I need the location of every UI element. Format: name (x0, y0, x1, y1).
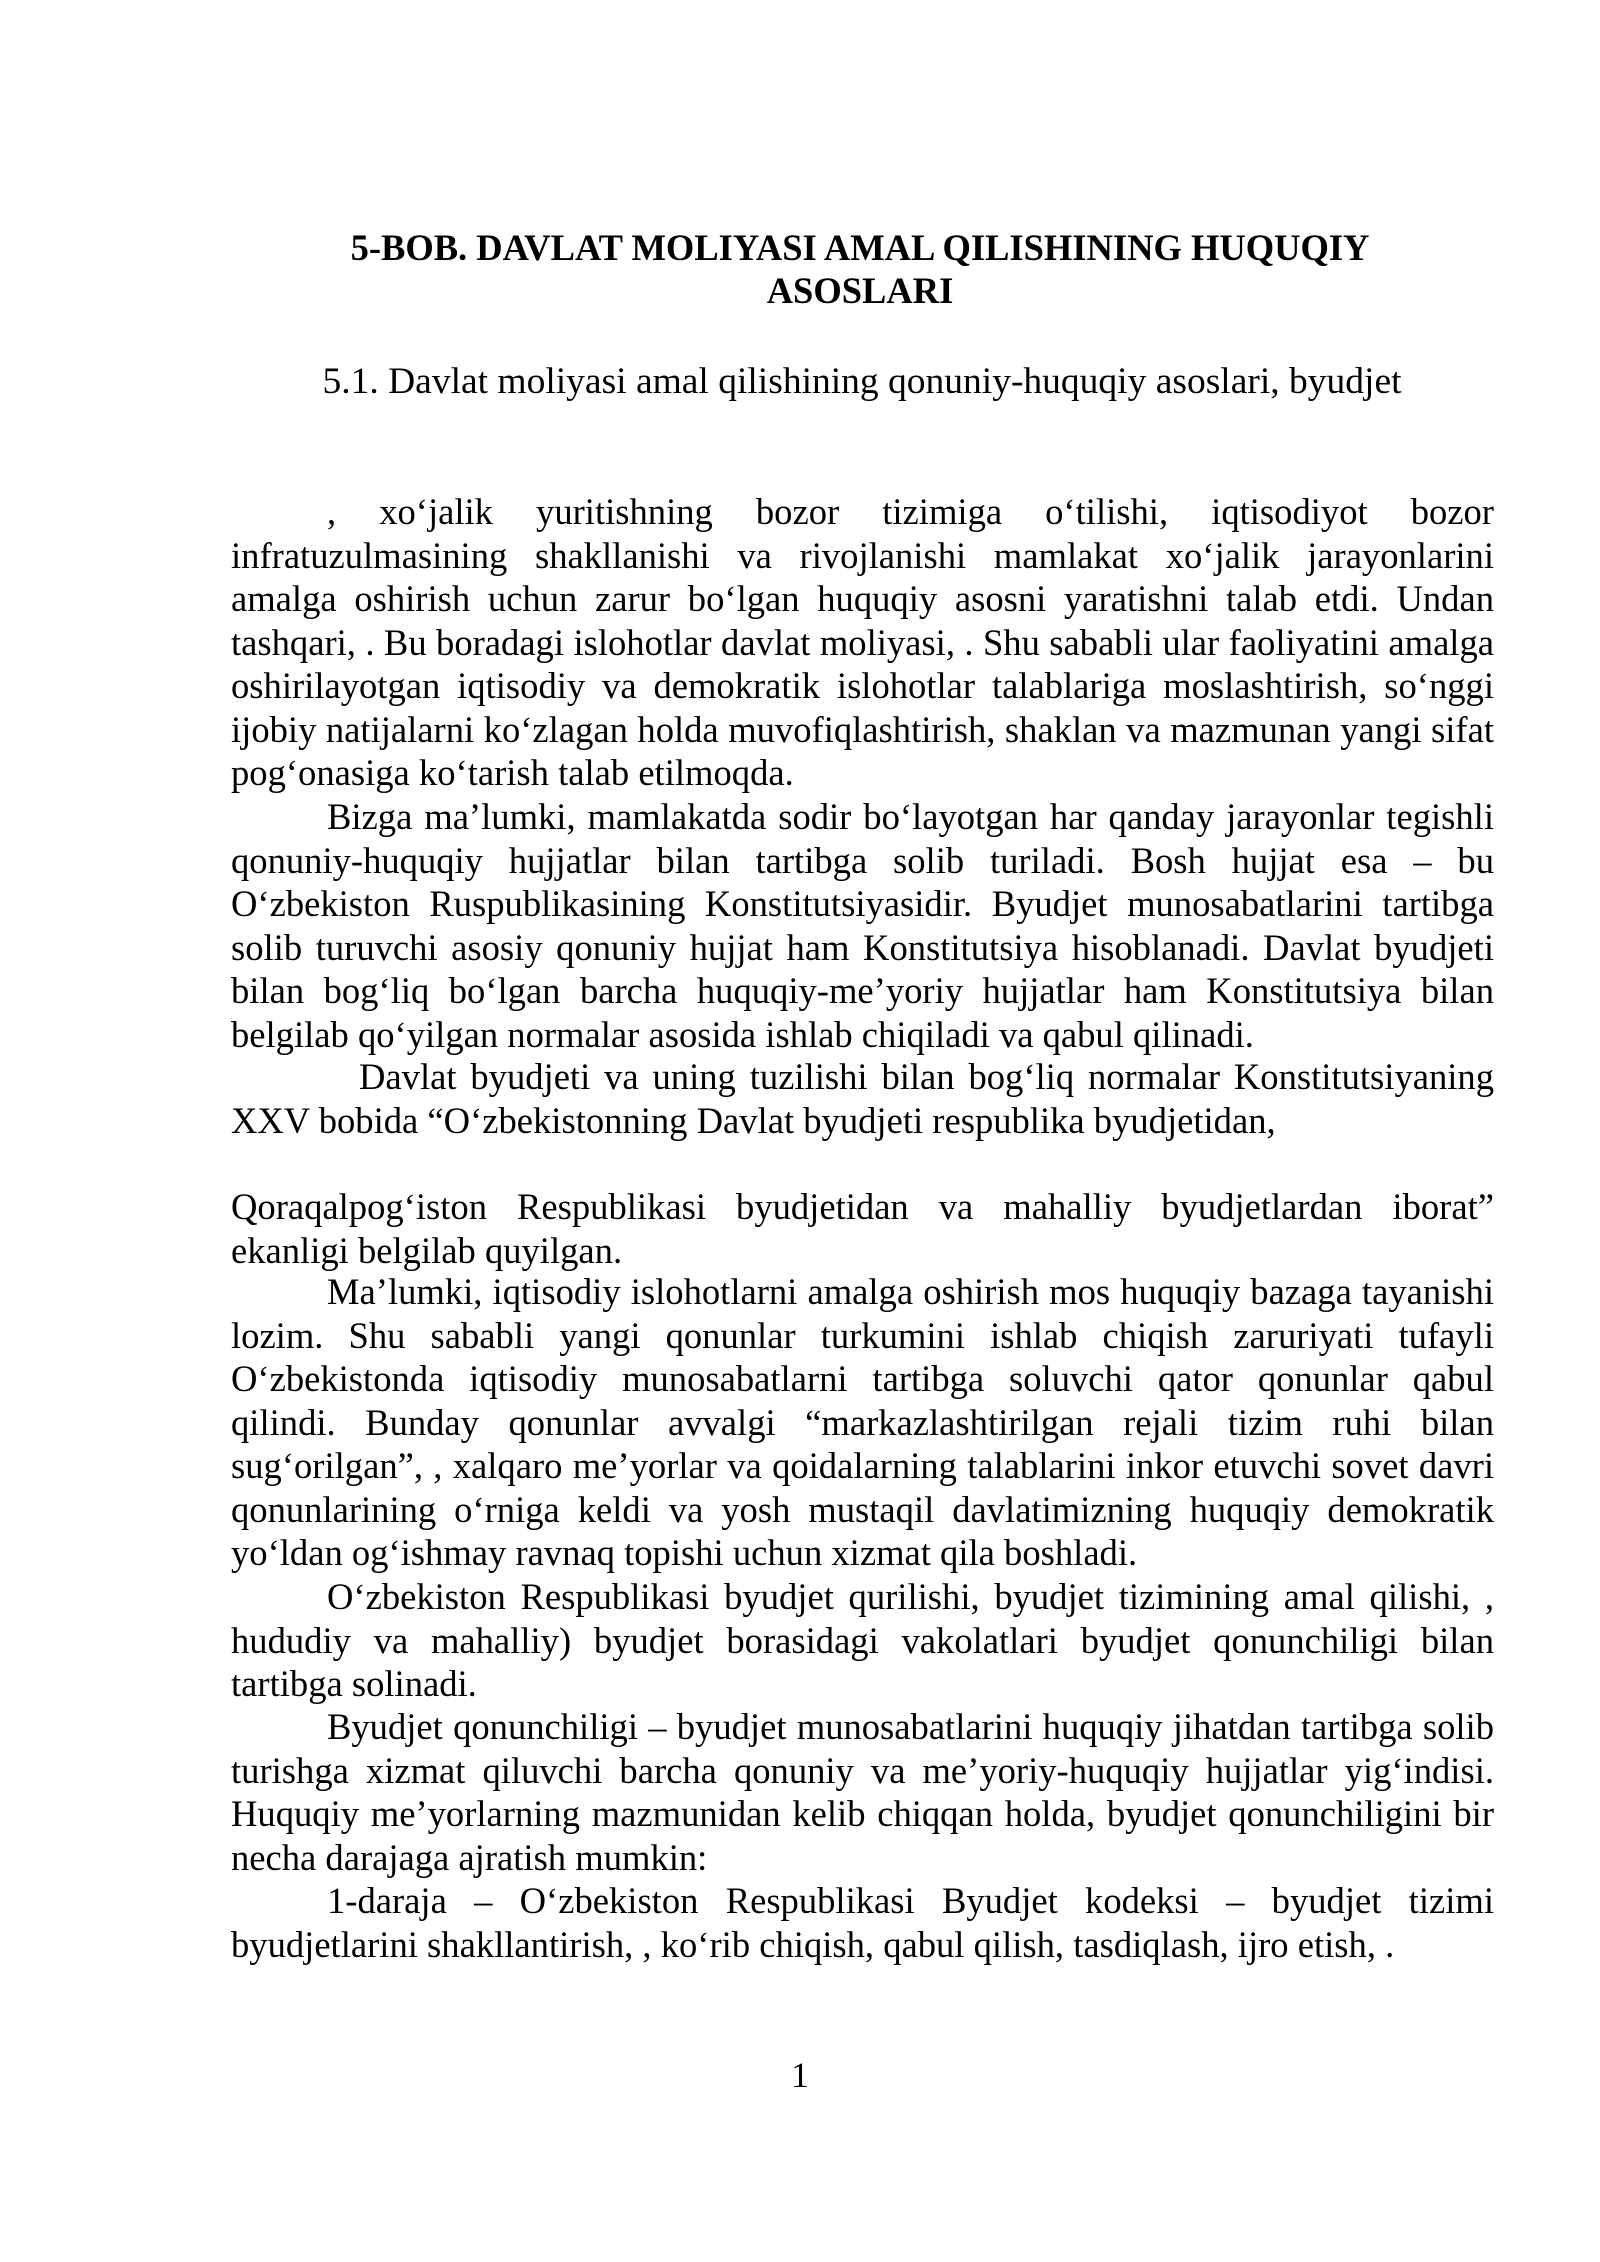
paragraph-constitution: Bizga ma’lumki, mamlakatda sodir bo‘layotgan har qanday jarayonlar tegishli qonuniy-huquqiy hujjatlar bilan tartibga solib turiladi. Bosh hujjat esa – bu O‘zbekiston Ruspublikasining Konstitutsiyasidir. Byudjet munosabatlarini tartibga solib turuvchi asosiy qonuniy hujjat ham Konstitutsiya hisoblanadi. Davlat byudjeti bilan bog‘liq bo‘lgan barcha huquqiy-me’yoriy hujjatlar ham Konstitutsiya bilan belgilab qo‘yilgan normalar asosida ishlab chiqiladi va qabul qilinadi. (231, 796, 1494, 1055)
paragraph-karakalpakstan: Qoraqalpog‘iston Respublikasi byudjetidan va mahalliy byudjetlardan iborat” ekanligi belgilab quyilgan. (231, 1186, 1494, 1271)
chapter-title: 5-BOB. DAVLAT MOLIYASI AMAL QILISHINING HUQUQIY ASOSLARI (350, 227, 1370, 311)
section-title: 5.1. Davlat moliyasi amal qilishining qonuniy-huquqiy asoslari, byudjet (322, 361, 1402, 402)
page-number: 1 (791, 2055, 809, 2095)
paragraph-budget-structure: O‘zbekiston Respublikasi byudjet qurilishi, byudjet tizimining amal qilishi, , hududiy va mahalliy) byudjet borasidagi vakolatlari byudjet qonunchiligi bilan tartibga solinadi. (231, 1576, 1494, 1704)
paragraph-intro: , xo‘jalik yuritishning bozor tizimiga o‘tilishi, iqtisodiyot bozor infratuzulmasining shakllanishi va rivojlanishi mamlakat xo‘jalik jarayonlarini amalga oshirish uchun zarur bo‘lgan huquqiy asosni yaratishni talab etdi. Undan tashqari, . Bu boradagi islohotlar davlat moliyasi, . Shu sababli ular faoliyatini amalga oshirilayotgan iqtisodiy va demokratik islohotlar talablariga moslashtirish, so‘nggi ijobiy natijalarni ko‘zlagan holda muvofiqlashtirish, shaklan va mazmunan yangi sifat pog‘onasiga ko‘tarish talab etilmoqda. (231, 491, 1494, 793)
paragraph-reforms: Ma’lumki, iqtisodiy islohotlarni amalga oshirish mos huquqiy bazaga tayanishi lozim. Shu sababli yangi qonunlar turkumini ishlab chiqish zaruriyati tufayli O‘zbekistonda iqtisodiy munosabatlarni tartibga soluvchi qator qonunlar qabul qilindi. Bunday qonunlar avvalgi “markazlashtirilgan rejali tizim ruhi bilan sug‘orilgan”, , xalqaro me’yorlar va qoidalarning talablarini inkor etuvchi sovet davri qonunlarining o‘rniga keldi va yosh mustaqil davlatimizning huquqiy demokratik yo‘ldan og‘ishmay ravnaq topishi uchun xizmat qila boshladi. (231, 1271, 1494, 1573)
paragraph-chapter-xxv: Davlat byudjeti va uning tuzilishi bilan bog‘liq normalar Konstitutsiyaning XXV bobida “O‘zbekistonning Davlat byudjeti respublika byudjetidan, (231, 1056, 1494, 1141)
paragraph-budget-legislation: Byudjet qonunchiligi – byudjet munosabatlarini huquqiy jihatdan tartibga solib turishga xizmat qiluvchi barcha qonuniy va me’yoriy-huquqiy hujjatlar yig‘indisi. Huquqiy me’yorlarning mazmunidan kelib chiqqan holda, byudjet qonunchiligini bir necha darajaga ajratish mumkin: (231, 1706, 1494, 1878)
paragraph-level-1: 1-daraja – O‘zbekiston Respublikasi Byudjet kodeksi – byudjet tizimi byudjetlarini shakllantirish, , ko‘rib chiqish, qabul qilish, tasdiqlash, ijro etish, . (231, 1880, 1494, 1965)
